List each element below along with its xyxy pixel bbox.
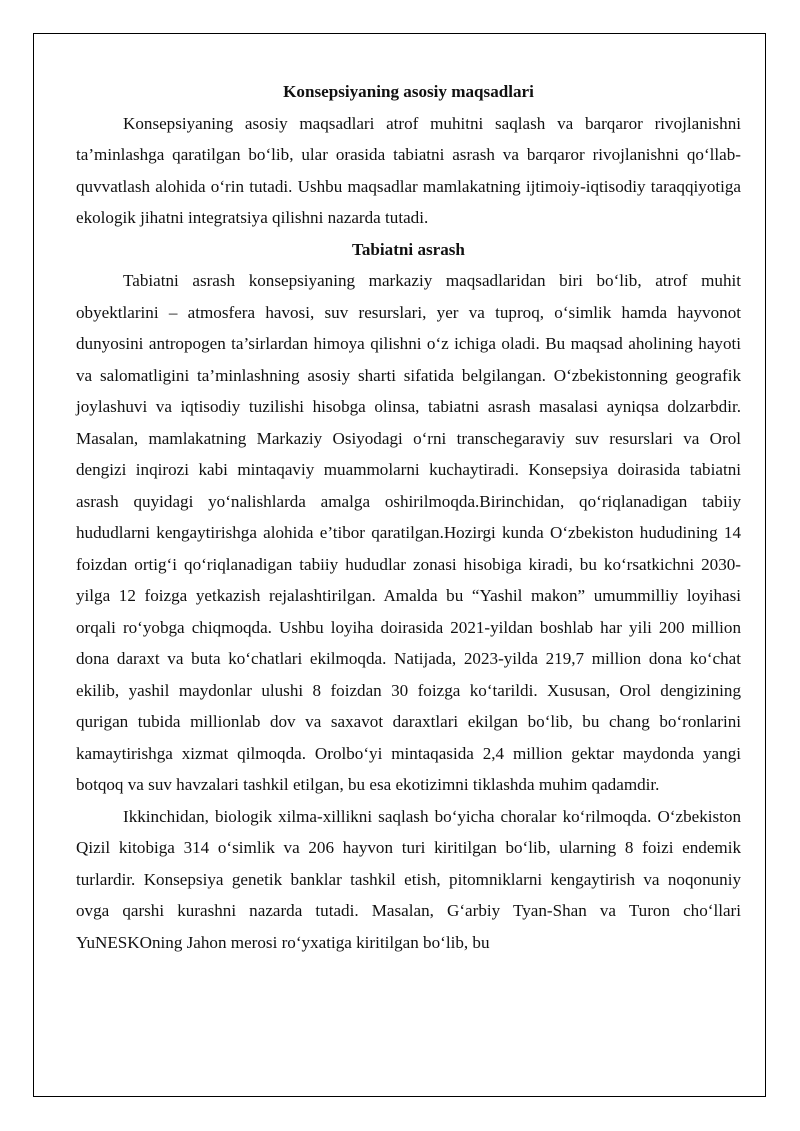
paragraph-biodiversity: Ikkinchidan, biologik xilma-xillikni saqlash bo‘yicha choralar ko‘rilmoqda. O‘zbekiston Qizil kitobiga 314 o‘simlik va 206 hayvon turi kiritilgan bo‘lib, ularning 8 foizi endemik turlardir. Konsepsiya genetik banklar tashkil etish, pitomniklarni kengaytirish va noqonuniy ovga qarshi kurashni nazarda tutadi. Masalan, G‘arbiy Tyan-Shan va Turon cho‘llari YuNESKOning Jahon merosi ro‘yxatiga kiritilgan bo‘lib, bu <box>76 806 741 952</box>
document-body <box>76 76 741 958</box>
section-heading-main-goals: Konsepsiyaning asosiy maqsadlari <box>283 82 534 101</box>
paragraph-intro: Konsepsiyaning asosiy maqsadlari atrof muhitni saqlash va barqaror rivojlanishni ta’minlashga qaratilgan bo‘lib, ular orasida tabiatni asrash va barqaror rivojlanishni qo‘llab-quvvatlash alohida o‘rin tutadi. Ushbu maqsadlar mamlakatning ijtimoiy-iqtisodiy taraqqiyotiga ekologik jihatni integratsiya qilishni nazarda tutadi. <box>76 113 741 227</box>
paragraph-nature-protection: Tabiatni asrash konsepsiyaning markaziy maqsadlaridan biri bo‘lib, atrof muhit obyektlarini – atmosfera havosi, suv resurslari, yer va tuproq, o‘simlik hamda hayvonot dunyosini antropogen ta’sirlardan himoya qilishni o‘z ichiga oladi. Bu maqsad aholining hayoti va salomatligini ta’minlashning asosiy sharti sifatida belgilangan. O‘zbekistonning geografik joylashuvi va iqtisodiy tuzilishi hisobga olinsa, tabiatni asrash masalasi ayniqsa dolzarbdir. Masalan, mamlakatning Markaziy Osiyodagi o‘rni transchegaraviy suv resurslari va Orol dengizi inqirozi kabi mintaqaviy muammolarni kuchaytiradi. Konsepsiya doirasida tabiatni asrash quyidagi yo‘nalishlarda amalga oshirilmoqda.Birinchidan, qo‘riqlanadigan tabiiy hududlarni kengaytirishga alohida e’tibor qaratilgan.Hozirgi kunda O‘zbekiston hududining 14 foizdan ortig‘i qo‘riqlanadigan tabiiy hududlar zonasi hisobiga kiradi, bu ko‘rsatkichni 2030-yilga 12 foizga yetkazish rejalashtirilgan. Amalda bu “Yashil makon” umummilliy loyihasi orqali ro‘yobga chiqmoqda. Ushbu loyiha doirasida 2021-yildan boshlab har yili 200 million dona daraxt va buta ko‘chatlari ekilmoqda. Natijada, 2023-yilda 219,7 million dona ko‘chat ekilib, yashil maydonlar ulushi 8 foizdan 30 foizga ko‘tarildi. Xususan, Orol dengizining qurigan tubida millionlab dov va saxavot daraxtlari ekilgan bo‘lib, bu chang bo‘ronlarini kamaytirishga xizmat qilmoqda. Orolbo‘yi mintaqasida 2,4 million gektar maydonda yangi botqoq va suv havzalari tashkil etilgan, bu esa ekotizimni tiklashda muhim qadamdir. <box>76 271 741 794</box>
section-heading-nature-protection: Tabiatni asrash <box>352 239 465 259</box>
